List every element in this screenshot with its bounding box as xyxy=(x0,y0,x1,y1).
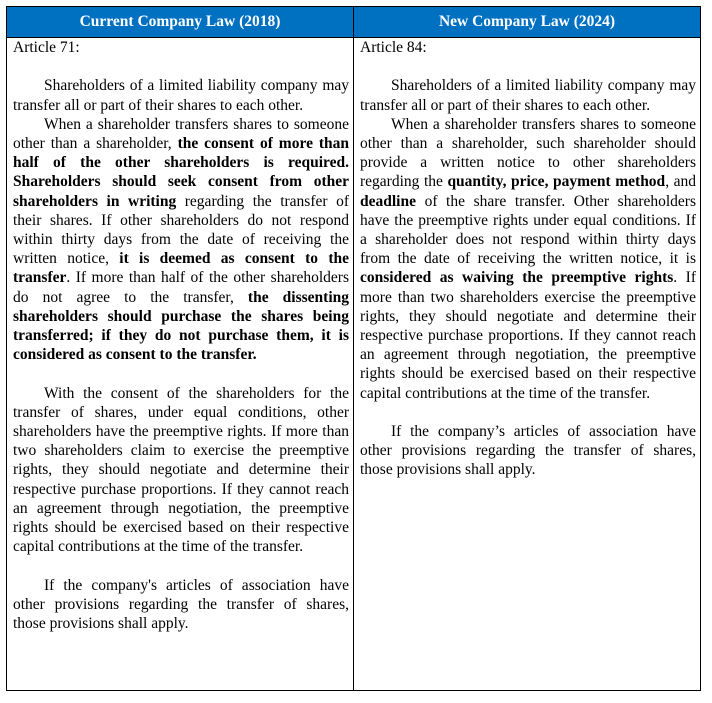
header-new-law: New Company Law (2024) xyxy=(354,7,701,38)
text-run: regarding the transfer of their shares. If other shareholders do not respond within thirty days from the date of receiving the written notice, xyxy=(13,192,349,268)
text-run: . If more than two shareholders exercise the preemptive rights, they should negotiate and determine their respective purchase proportions. If they cannot reach an agreement through negotiation, the preemptive rights should be exercised based on their respective capital contributions at the time of the transfer. xyxy=(360,269,697,402)
bold-text-run: considered as waiving the preemptive rights xyxy=(360,269,674,287)
new-paragraph-3: If the company’s articles of association have other provisions regarding the transfer of shares, those provisions shall apply. xyxy=(360,423,696,479)
bold-text-run: the consent of more than half of the other shareholders is required. Shareholders should seek consent from other shareholders in writing xyxy=(13,135,349,210)
current-paragraph-2 xyxy=(13,115,349,365)
new-paragraph-2 xyxy=(360,115,696,403)
current-law-cell xyxy=(7,38,354,691)
bold-text-run: the dissenting shareholders should purchase the shares being transferred; if they do not purchase them, it is considered as consent to the transfer. xyxy=(13,288,349,364)
text-run: of the share transfer. Other shareholders have the preemptive rights under equal conditions. If a shareholder does not respond within thirty days from the date of receiving the written notice, it is xyxy=(360,192,696,268)
new-article-number: Article 84: xyxy=(360,39,427,56)
current-paragraph-1: Shareholders of a limited liability company may transfer all or part of their shares to each other. xyxy=(13,77,349,114)
text-run: When a shareholder transfers shares to someone other than a shareholder, xyxy=(13,115,349,152)
text-run: . If more than half of the other shareholders do not agree to the transfer, xyxy=(13,269,349,306)
header-current-law: Current Company Law (2018) xyxy=(7,7,354,38)
bold-text-run: it is deemed as consent to the transfer xyxy=(13,250,349,287)
new-law-cell xyxy=(354,38,701,691)
bold-text-run: deadline xyxy=(360,192,416,210)
content-row xyxy=(7,38,701,691)
text-run: , and xyxy=(665,173,696,191)
text-run: When a shareholder transfers shares to someone other than a shareholder, such shareholder should provide a written notice to other shareholders regarding the xyxy=(360,115,696,191)
current-paragraph-3: With the consent of the shareholders for the transfer of shares, under equal conditions, other shareholders have the preemptive rights. If more than two shareholders claim to exercise the preemptive rights, they should negotiate and determine their respective purchase proportions. If they cannot reach an agreement through negotiation, the preemptive rights should be exercised based on their respective capital contributions at the time of the transfer. xyxy=(13,384,349,556)
bold-text-run: quantity, price, payment method xyxy=(447,173,666,191)
comparison-table xyxy=(6,6,701,691)
current-article-number: Article 71: xyxy=(13,39,80,56)
header-row xyxy=(7,7,701,38)
current-paragraph-4: If the company's articles of association have other provisions regarding the transfer of shares, those provisions shall apply. xyxy=(13,576,349,633)
new-paragraph-1: Shareholders of a limited liability company may transfer all or part of their shares to each other. xyxy=(360,77,696,114)
